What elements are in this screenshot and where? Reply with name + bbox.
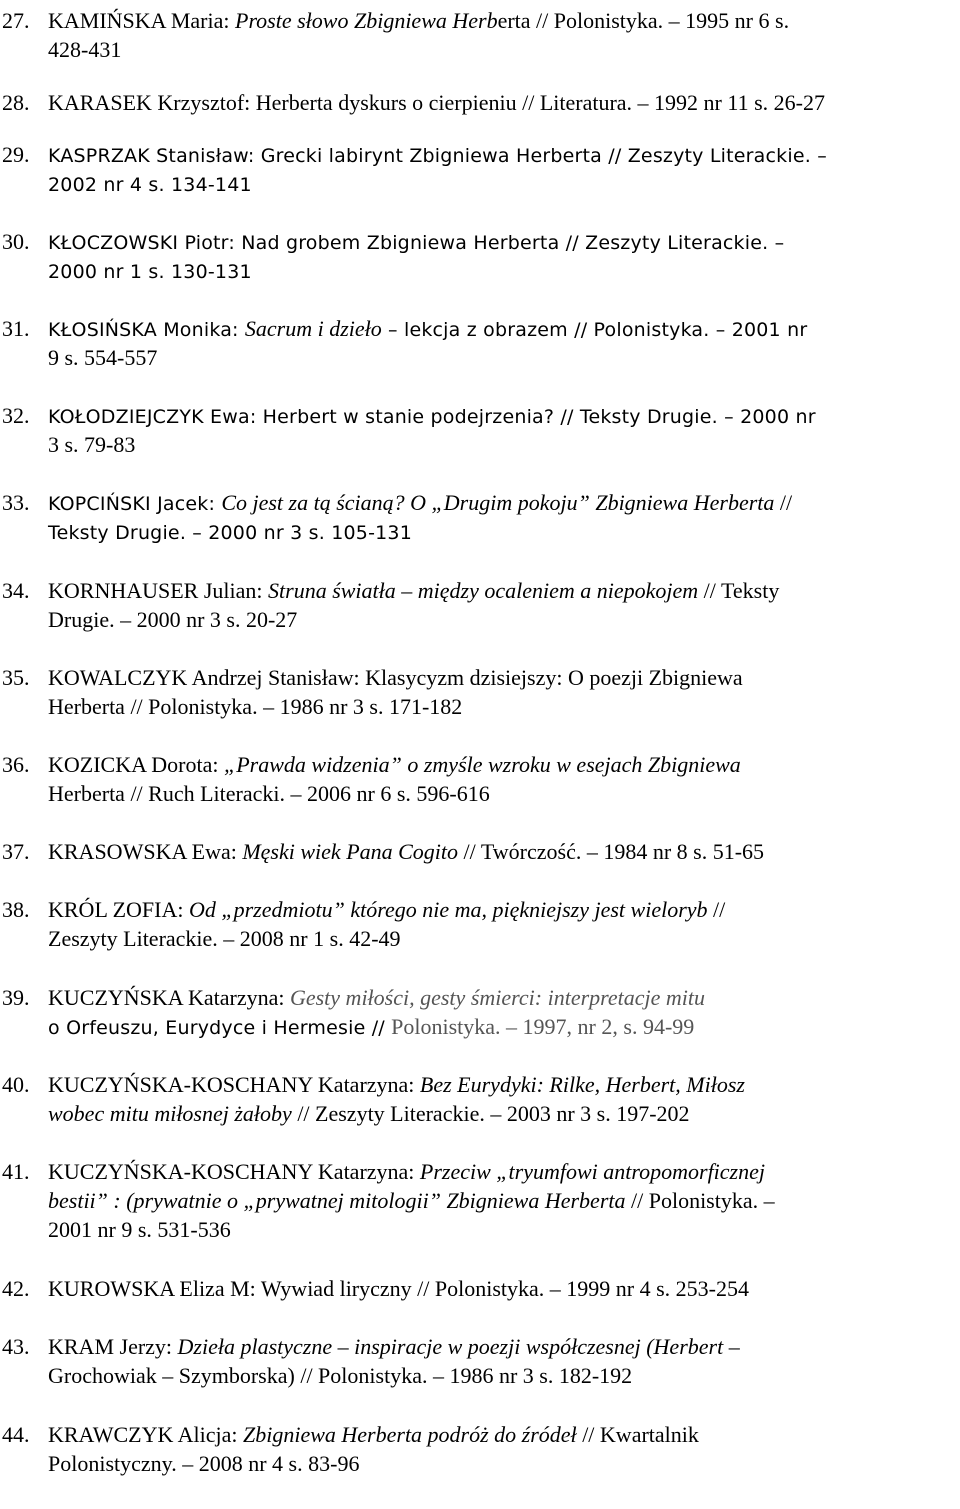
entry-text-segment: 3 s. 79-83 <box>48 432 136 457</box>
entry-text-segment: KASPRZAK Stanisław: Grecki labirynt Zbigniewa Herberta // Zeszyty Literackie. – <box>48 145 827 167</box>
entry-text-segment: KOZICKA Dorota: <box>48 752 224 777</box>
entry-line <box>48 140 960 169</box>
entry-text-segment: o Orfeuszu, Eurydyce i Hermesie // <box>48 1017 392 1039</box>
entry-title-segment: Bez Eurydyki: Rilke, Herbert, Miłosz <box>419 1072 745 1097</box>
entry-line <box>48 1070 960 1099</box>
entry-line <box>48 924 960 953</box>
entry-text <box>48 750 960 808</box>
entry-title-segment: Gesty miłości, gesty śmierci: interpretacje mitu <box>289 985 706 1010</box>
entry-text-segment: KORNHAUSER Julian: <box>48 578 269 603</box>
entry-text-segment: // Zeszyty Literackie. – 2003 nr 3 s. 197-202 <box>291 1101 690 1126</box>
entry-text <box>48 663 960 721</box>
entry-number: 41. <box>2 1159 30 1184</box>
entry-title-segment: bestii” : (prywatnie o „prywatnej mitologii” Zbigniewa Herberta <box>48 1188 626 1213</box>
entry-line <box>48 35 960 64</box>
entry-line <box>48 1420 960 1449</box>
entry-number: 30. <box>2 229 30 254</box>
entry-text-segment: KŁOCZOWSKI Piotr: Nad grobem Zbigniewa Herberta // Zeszyty Literackie. – <box>48 232 785 254</box>
entry-text <box>48 314 960 372</box>
entry-text-segment: // Polonistyka. – <box>625 1188 775 1213</box>
entry-text-segment: – lekcja z obrazem // Polonistyka. – 2001 nr <box>381 319 808 341</box>
entry-title-segment: Co jest za tą ścianą? O „Drugim pokoju” Zbigniewa Herberta <box>221 490 775 515</box>
entry-text-segment: KRASOWSKA Ewa: <box>48 839 243 864</box>
entry-line <box>48 517 960 546</box>
entry-line <box>48 169 960 198</box>
entry-line <box>48 1332 960 1361</box>
entry-text <box>48 837 960 866</box>
entry-line <box>48 1274 960 1303</box>
entry-number: 28. <box>2 90 30 115</box>
entry-line <box>48 1012 960 1041</box>
entry-text-segment: 2001 nr 9 s. 531-536 <box>48 1217 231 1242</box>
entry-number: 36. <box>2 752 30 777</box>
entry-title-segment: „Prawda widzenia” o zmyśle wzroku w esejach Zbigniewa <box>223 752 741 777</box>
entry-text-segment: Zeszyty Literackie. – 2008 nr 1 s. 42-49 <box>48 926 401 951</box>
entry-text <box>48 88 960 117</box>
entry-line <box>48 1449 960 1478</box>
entry-text-segment: KUCZYŃSKA-KOSCHANY Katarzyna: <box>48 1072 420 1097</box>
entry-title-segment: Struna światła – między ocaleniem a niepokojem <box>268 578 699 603</box>
entry-text-segment: Drugie. – 2000 nr 3 s. 20-27 <box>48 607 298 632</box>
entry-text-segment: KRÓL ZOFIA: <box>48 897 189 922</box>
entry-text <box>48 140 960 198</box>
entry-text-segment: Herberta // Ruch Literacki. – 2006 nr 6 s. 596-616 <box>48 781 490 806</box>
entry-text-segment: 2002 nr 4 s. 134-141 <box>48 174 252 196</box>
entry-number: 29. <box>2 142 30 167</box>
entry-text-segment: KŁOSIŃSKA Monika: <box>48 319 245 341</box>
entry-text-segment: // <box>707 897 726 922</box>
entry-line <box>48 983 960 1012</box>
entry-line <box>48 88 960 117</box>
entry-text-segment: // Teksty <box>698 578 780 603</box>
entry-line <box>48 343 960 372</box>
entry-title-segment: Od „przedmiotu” którego nie ma, piękniejszy jest wieloryb <box>188 897 708 922</box>
entry-title-segment: wobec mitu miłosnej żałoby <box>48 1101 292 1126</box>
entry-number: 32. <box>2 403 30 428</box>
entry-text-segment: KUCZYŃSKA Katarzyna: <box>48 985 290 1010</box>
entry-number: 31. <box>2 316 30 341</box>
entry-text-segment: Polonistyczny. – 2008 nr 4 s. 83-96 <box>48 1451 360 1476</box>
entry-line <box>48 227 960 256</box>
entry-text-segment: KOŁODZIEJCZYK Ewa: Herbert w stanie podejrzenia? // Teksty Drugie. – 2000 nr <box>48 406 816 428</box>
entry-text <box>48 488 960 546</box>
entry-text-segment: Herberta // Polonistyka. – 1986 nr 3 s. 171-182 <box>48 694 463 719</box>
entry-text <box>48 1274 960 1303</box>
entry-title-segment: Dzieła plastyczne – inspiracje w poezji współczesnej (Herbert – <box>177 1334 740 1359</box>
entry-text-segment: Polonistyka. – 1997, nr 2, s. 94-99 <box>391 1014 695 1039</box>
entry-line <box>48 895 960 924</box>
entry-number: 37. <box>2 839 30 864</box>
entry-number: 35. <box>2 665 30 690</box>
entry-line <box>48 837 960 866</box>
entry-line <box>48 576 960 605</box>
entry-text <box>48 983 960 1041</box>
entry-text-segment: Teksty Drugie. – 2000 nr 3 s. 105-131 <box>48 522 413 544</box>
entry-line <box>48 692 960 721</box>
entry-line <box>48 314 960 343</box>
entry-text <box>48 576 960 634</box>
entry-text-segment: Grochowiak – Szymborska) // Polonistyka. – 1986 nr 3 s. 182-192 <box>48 1363 633 1388</box>
entry-text <box>48 227 960 285</box>
entry-number: 38. <box>2 897 30 922</box>
entry-text-segment: // <box>774 490 793 515</box>
entry-text <box>48 401 960 459</box>
entry-title-segment: Męski wiek Pana Cogito <box>242 839 459 864</box>
entry-text-segment: // Twórczość. – 1984 nr 8 s. 51-65 <box>458 839 765 864</box>
entry-text <box>48 895 960 953</box>
entry-text-segment: 428-431 <box>48 37 122 62</box>
entry-text <box>48 1070 960 1128</box>
entry-line <box>48 750 960 779</box>
entry-number: 34. <box>2 578 30 603</box>
entry-text-segment: KUROWSKA Eliza M: Wywiad liryczny // Polonistyka. – 1999 nr 4 s. 253-254 <box>48 1276 749 1301</box>
entry-line <box>48 1361 960 1390</box>
entry-text <box>48 1420 960 1478</box>
entry-text-segment: KOPCIŃSKI Jacek: <box>48 493 222 515</box>
entry-text-segment: KRAWCZYK Alicja: <box>48 1422 243 1447</box>
entry-number: 33. <box>2 490 30 515</box>
entry-title-segment: Zbigniewa Herberta podróż do źródeł <box>243 1422 577 1447</box>
entry-line <box>48 1157 960 1186</box>
entry-title-segment: Proste słowo Zbigniewa Herb <box>235 8 498 33</box>
entry-number: 43. <box>2 1334 30 1359</box>
entry-line <box>48 1215 960 1244</box>
entry-text <box>48 6 960 64</box>
entry-title-segment: Przeciw „tryumfowi antropomorficznej <box>419 1159 765 1184</box>
entry-text-segment: KUCZYŃSKA-KOSCHANY Katarzyna: <box>48 1159 420 1184</box>
entry-line <box>48 6 960 35</box>
entry-line <box>48 779 960 808</box>
entry-text <box>48 1332 960 1390</box>
entry-line <box>48 256 960 285</box>
entry-number: 27. <box>2 8 30 33</box>
entry-text-segment: 2000 nr 1 s. 130-131 <box>48 261 252 283</box>
entry-line <box>48 430 960 459</box>
entry-text-segment: KARASEK Krzysztof: Herberta dyskurs o cierpieniu // Literatura. – 1992 nr 11 s. 26-27 <box>48 90 825 115</box>
entry-number: 44. <box>2 1422 30 1447</box>
entry-text-segment: 9 s. 554-557 <box>48 345 158 370</box>
entry-line <box>48 1099 960 1128</box>
entry-text <box>48 1157 960 1244</box>
entry-number: 40. <box>2 1072 30 1097</box>
entry-text-segment: erta // Polonistyka. – 1995 nr 6 s. <box>497 8 790 33</box>
entry-line <box>48 488 960 517</box>
entry-line <box>48 663 960 692</box>
entry-text-segment: KRAM Jerzy: <box>48 1334 178 1359</box>
entry-title-segment: Sacrum i dzieło <box>244 316 382 341</box>
entry-number: 42. <box>2 1276 30 1301</box>
entry-line <box>48 401 960 430</box>
entry-line <box>48 1186 960 1215</box>
entry-number: 39. <box>2 985 30 1010</box>
entry-text-segment: KOWALCZYK Andrzej Stanisław: Klasycyzm dzisiejszy: O poezji Zbigniewa <box>48 665 743 690</box>
entry-line <box>48 605 960 634</box>
entry-text-segment: KAMIŃSKA Maria: <box>48 8 235 33</box>
entry-text-segment: // Kwartalnik <box>576 1422 699 1447</box>
